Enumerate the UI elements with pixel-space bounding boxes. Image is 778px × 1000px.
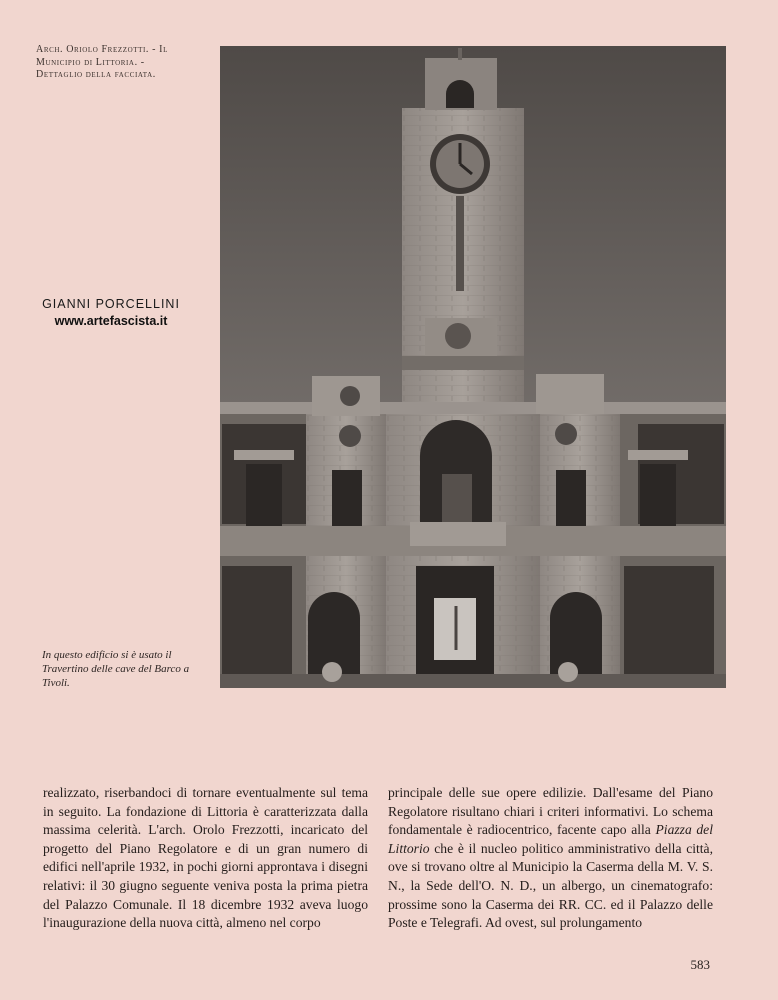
- page-number: 583: [690, 957, 710, 972]
- body-paragraph-right: [388, 784, 713, 933]
- body-right-text-a: principale delle sue opere edilizie. Dall'esame del Piano Regolatore risultano chiari i criteri informativi. Lo schema fondamentale è radiocentrico, facente capo alla: [388, 785, 713, 838]
- body-right-emphasis: Piazza del Littorio: [388, 822, 713, 856]
- body-paragraph-left: realizzato, riserbandoci di tornare eventualmente sul tema in seguito. La fondazione di Littoria è caratterizzata dalla massima celerità. L'arch. Orolo Frezzotti, incaricato del progetto del Piano Regolatore e di un gran numero di edifici nell'aprile 1932, in pochi giorni approntava i disegni relativi: il 30 giugno seguente veniva posta la prima pietra del Palazzo Comunale. Il 18 dicembre 1932 aveva luogo l'inaugurazione della nuova città, almeno nel corpo: [43, 785, 368, 931]
- town-hall-photo: [220, 46, 726, 688]
- photo-caption-side: In questo edificio si è usato il Travertino delle cave del Barco a Tivoli.: [42, 649, 190, 689]
- watermark: [36, 297, 186, 328]
- body-right-text-b: che è il nucleo politico amministrativo della città, ove si trovano oltre al Municipio la Caserma della M. V. S. N., la Sede dell'O. N. D., un albergo, un cinematografo: prossime sono la Caserma dei RR. CC. ed il Palazzo delle Poste e Telegrafi. Ad ovest, sul prolungamento: [388, 840, 713, 931]
- body-column-right: [388, 784, 713, 933]
- watermark-url: www.artefascista.it: [54, 314, 168, 328]
- body-column-left: [43, 784, 368, 933]
- photo-caption-top: Arch. Oriolo Frezzotti. - Il Municipio di Littoria. - Dettaglio della facciata.: [36, 44, 168, 80]
- watermark-name: GIANNI PORCELLINI: [42, 297, 180, 311]
